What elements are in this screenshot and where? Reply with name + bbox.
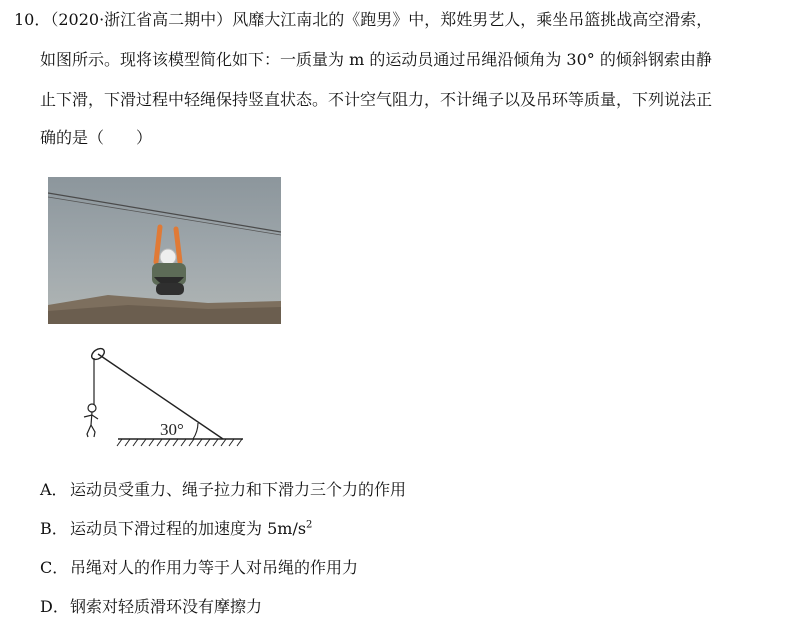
option-a-letter: A． (40, 480, 68, 499)
question-stem-line-1 (14, 10, 712, 30)
incline-diagram (78, 345, 253, 450)
option-b-exponent: 2 (306, 519, 313, 531)
option-c[interactable] (40, 558, 358, 578)
option-b-letter: B． (40, 519, 68, 538)
question-stem-line-2: 如图所示。现将该模型简化如下：一质量为 m 的运动员通过吊绳沿倾角为 30° 的倾斜钢索由静 (40, 50, 712, 69)
zipline-photo (48, 177, 281, 324)
option-d-text: 钢索对轻质滑环没有摩擦力 (70, 597, 263, 616)
angle-label: 30° (160, 420, 184, 439)
option-d[interactable] (40, 597, 262, 617)
question-stem-line-4: 确的是（ ） (40, 128, 153, 147)
option-b-text: 运动员下滑过程的加速度为 5m/s (70, 519, 307, 538)
option-a[interactable] (40, 480, 406, 500)
option-b[interactable] (40, 519, 312, 539)
option-c-letter: C． (40, 558, 69, 577)
question-source: （2020·浙江省高二期中） (50, 10, 233, 29)
option-a-text: 运动员受重力、绳子拉力和下滑力三个力的作用 (70, 480, 407, 499)
question-stem-line-3: 止下滑，下滑过程中轻绳保持竖直状态。不计空气阻力，不计绳子以及吊环等质量，下列说法正 (40, 90, 713, 109)
option-c-text: 吊绳对人的作用力等于人对吊绳的作用力 (70, 558, 359, 577)
option-d-letter: D． (40, 597, 69, 616)
question-number: 10． (14, 10, 51, 29)
question-text-1: 风靡大江南北的《跑男》中，郑姓男艺人，乘坐吊篮挑战高空滑索， (232, 10, 713, 29)
